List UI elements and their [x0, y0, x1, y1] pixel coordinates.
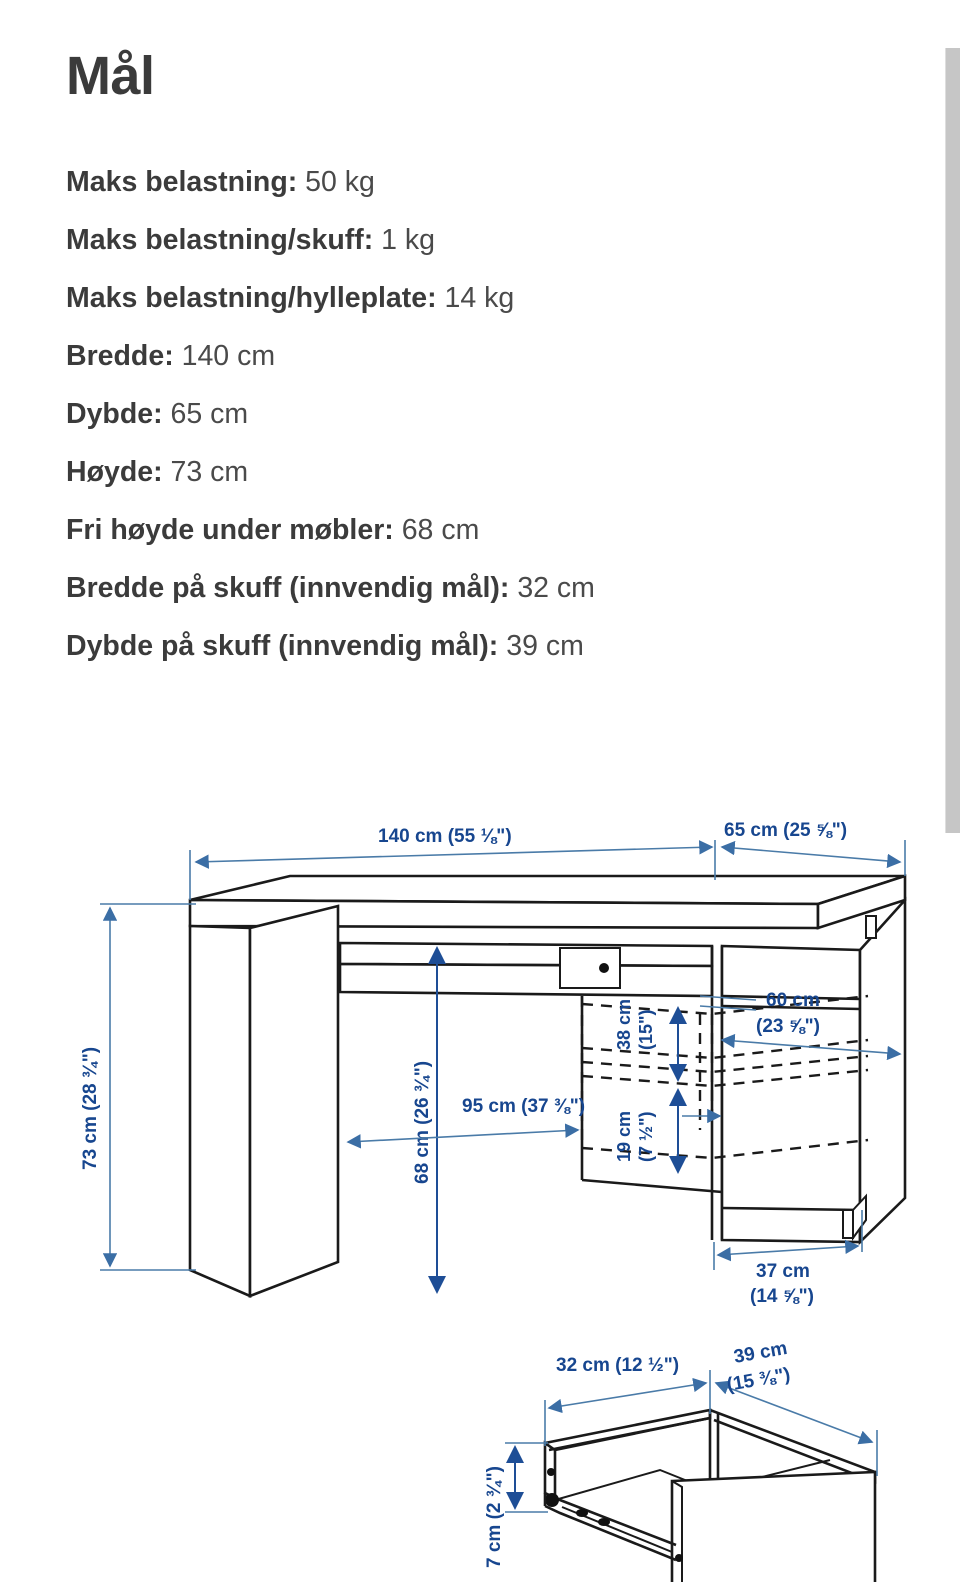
drawer-front-fixing-icon [675, 1554, 683, 1562]
spec-row-width [66, 327, 856, 385]
drawer-illustration [545, 1410, 875, 1582]
drawer-slide-screw-1-icon [576, 1509, 588, 1517]
dim-label-shelf-lower-inch: (7 ½") [636, 1111, 656, 1162]
desk-illustration [190, 876, 905, 1296]
drawer-slide-rail-top [545, 1493, 676, 1545]
dim-line-drawer-width [549, 1383, 706, 1408]
page-title: Mål [66, 46, 155, 106]
content-area [66, 48, 856, 675]
spec-row-clearance [66, 501, 856, 559]
dim-label-cabinet-depth-inch: (23 ⅝") [756, 1016, 820, 1037]
pencil-drawer-panel [560, 948, 620, 988]
desk-apron-upper [340, 943, 712, 966]
spec-row-depth [66, 385, 856, 443]
dim-label-shelf-upper-cm: 38 cm [614, 998, 634, 1050]
dim-line-depth [722, 847, 900, 862]
spec-label: Dybde: [66, 397, 163, 430]
spec-label: Bredde: [66, 339, 174, 372]
spec-value: 14 kg [444, 281, 515, 314]
spec-row-max-load-drawer [66, 211, 856, 269]
drawer-knob-icon [599, 963, 609, 973]
drawer-right-rail [710, 1410, 875, 1482]
spec-row-max-load [66, 153, 856, 211]
desk-apron-lower [340, 964, 712, 996]
dim-label-shelf-lower-cm: 19 cm [614, 1110, 634, 1162]
dim-label-shelf-upper-inch: (15") [636, 1009, 656, 1050]
spec-label: Høyde: [66, 455, 163, 488]
spec-label: Maks belastning/skuff: [66, 223, 374, 256]
drawer-front-panel [672, 1472, 875, 1582]
spec-label: Maks belastning: [66, 165, 298, 198]
spec-value: 140 cm [181, 339, 276, 372]
dim-label-clearance-height: 68 cm (26 ¾") [412, 1060, 433, 1184]
spec-value: 73 cm [170, 455, 249, 488]
dim-label-drawer-depth-cm: 39 cm [732, 1337, 789, 1368]
dim-label-desk-depth: 65 cm (25 ⅝") [724, 820, 848, 841]
spec-label: Bredde på skuff (innvendig mål): [66, 571, 510, 604]
spec-value: 32 cm [517, 571, 595, 604]
spec-row-max-load-shelf [66, 269, 856, 327]
cabinet-foot-front [843, 1210, 853, 1238]
dim-label-desk-height: 73 cm (28 ¾") [80, 1046, 101, 1170]
dim-line-cabinet-width [718, 1246, 858, 1255]
spec-row-drawer-depth [66, 617, 856, 675]
scrollbar-thumb[interactable] [945, 48, 960, 833]
drawer-slide-wheel-icon [545, 1493, 559, 1507]
spec-label: Fri høyde under møbler: [66, 513, 394, 546]
desk-left-leg-side [250, 906, 338, 1296]
spec-row-height [66, 443, 856, 501]
drawer-back-top-edge [545, 1410, 710, 1450]
dim-line-width [196, 847, 712, 862]
desk-back-bottom [582, 1180, 722, 1192]
dim-label-desk-width: 140 cm (55 ⅛") [378, 826, 512, 847]
dim-line-clearance-width [348, 1130, 578, 1142]
drawer-slide-rail-bottom [545, 1506, 676, 1560]
desk-left-leg-front [190, 926, 250, 1296]
dim-label-cabinet-width-inch: (14 ⅝") [750, 1286, 814, 1307]
drawer-back-inner [555, 1418, 710, 1450]
cabinet-top-bracket [866, 916, 876, 938]
dim-label-clearance-width: 95 cm (37 ⅜") [462, 1096, 586, 1117]
dim-label-drawer-depth-inch: (15 ⅜") [725, 1364, 792, 1396]
spec-row-drawer-width [66, 559, 856, 617]
spec-value: 1 kg [381, 223, 436, 256]
dim-label-drawer-height: 7 cm (2 ¾") [484, 1466, 505, 1568]
technical-drawing [0, 800, 940, 1582]
drawer-side-hole-icon [547, 1468, 555, 1476]
dim-label-drawer-width: 32 cm (12 ½") [556, 1355, 680, 1376]
spec-value: 50 kg [305, 165, 375, 198]
spec-label: Maks belastning/hylleplate: [66, 281, 437, 314]
spec-value: 39 cm [506, 629, 584, 662]
dim-label-cabinet-width-cm: 37 cm [756, 1261, 810, 1282]
specifications-list [66, 153, 856, 675]
spec-value: 65 cm [170, 397, 249, 430]
spec-label: Dybde på skuff (innvendig mål): [66, 629, 499, 662]
scrollbar-track[interactable] [946, 0, 960, 1582]
dim-label-cabinet-depth-cm: 60 cm [766, 990, 820, 1011]
spec-value: 68 cm [401, 513, 480, 546]
drawer-slide-screw-2-icon [598, 1518, 610, 1526]
